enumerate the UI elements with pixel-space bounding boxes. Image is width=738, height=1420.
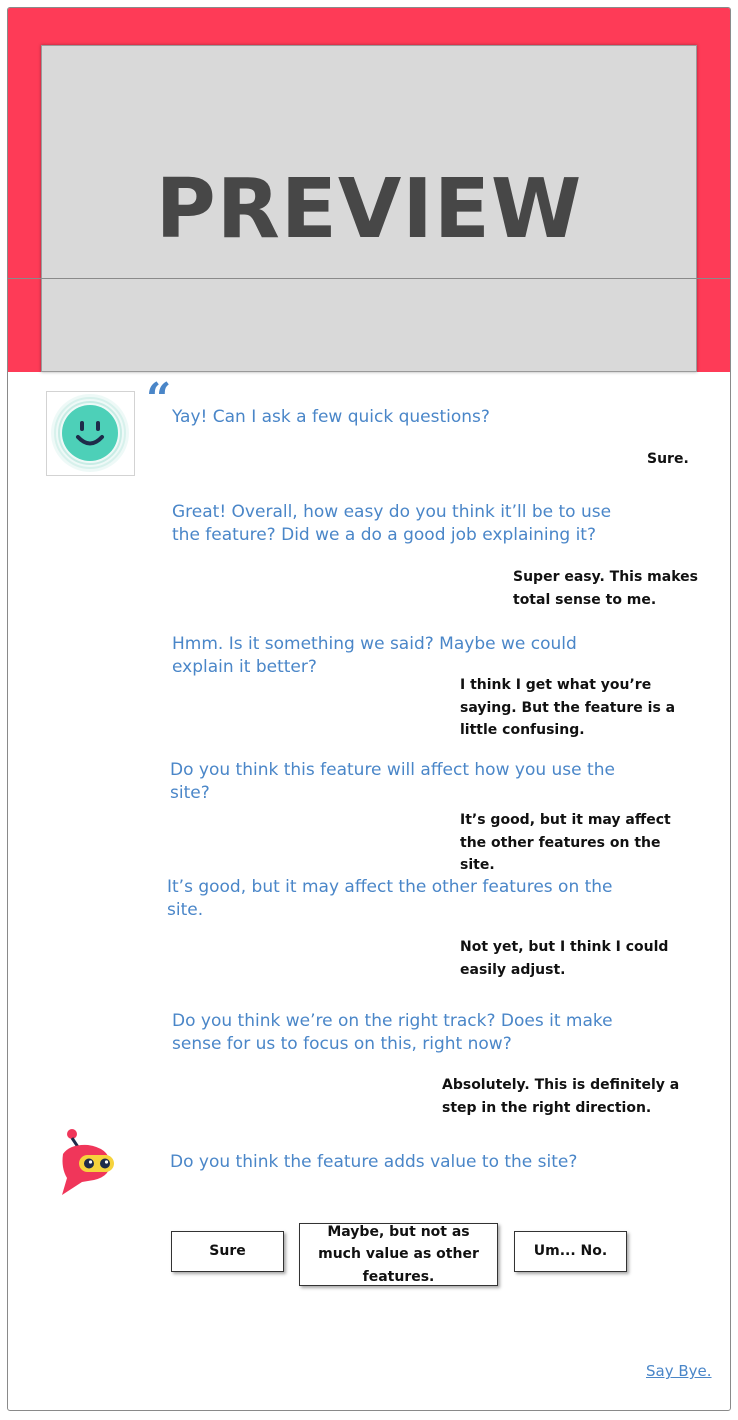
user-reply: Sure.	[647, 451, 689, 467]
divider	[8, 278, 730, 279]
option-maybe-button[interactable]: Maybe, but not as much value as other features.	[299, 1223, 498, 1286]
bot-message: Yay! Can I ask a few quick questions?	[172, 407, 490, 427]
bot-message: Do you think we’re on the right track? Does it make sense for us to focus on this, right now?	[172, 1011, 613, 1054]
final-question: Do you think the feature adds value to the site?	[170, 1152, 578, 1172]
chat-window	[7, 7, 731, 1411]
smiley-face-icon	[46, 391, 135, 476]
user-reply: I think I get what you’re saying. But the feature is a little confusing.	[460, 677, 676, 738]
say-bye-link[interactable]: Say Bye.	[646, 1362, 712, 1380]
user-reply: Absolutely. This is definitely a step in the right direction.	[442, 1077, 680, 1116]
user-reply: Super easy. This makes total sense to me.	[513, 569, 698, 608]
option-no-button[interactable]: Um... No.	[514, 1231, 627, 1272]
bot-message: It’s good, but it may affect the other features on the site.	[167, 877, 613, 920]
user-reply: Not yet, but I think I could easily adjust.	[460, 939, 669, 978]
bot-message: Do you think this feature will affect how you use the site?	[170, 760, 615, 803]
user-reply: It’s good, but it may affect the other features on the site.	[460, 812, 671, 873]
preview-placeholder	[41, 45, 697, 372]
bot-message: Hmm. Is it something we said? Maybe we could explain it better?	[172, 634, 577, 677]
quote-mark: “	[146, 374, 172, 425]
preview-label: PREVIEW	[155, 162, 583, 257]
header-banner	[8, 8, 730, 372]
option-sure-button[interactable]: Sure	[171, 1231, 284, 1272]
robot-mascot-icon	[58, 1128, 118, 1198]
bot-message: Great! Overall, how easy do you think it’ll be to use the feature? Did we a do a good job explaining it?	[172, 502, 612, 545]
